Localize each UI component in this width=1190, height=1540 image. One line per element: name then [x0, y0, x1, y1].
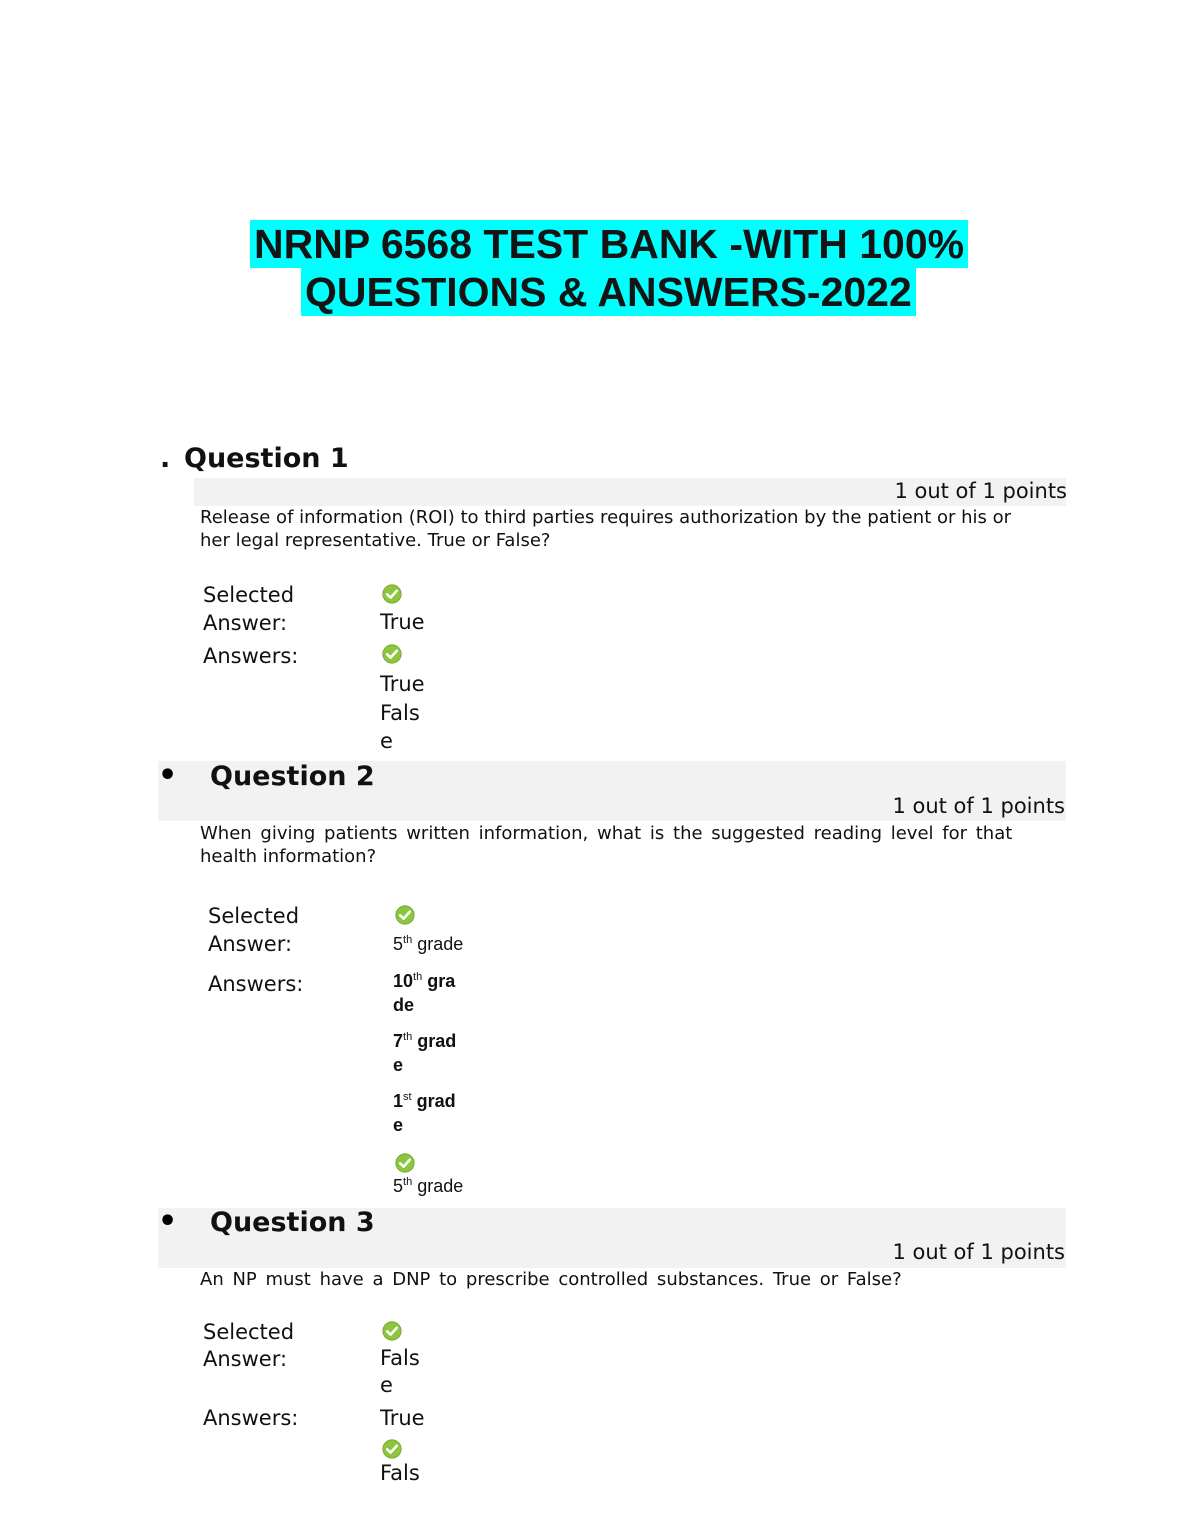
answer-option: True [380, 672, 425, 696]
check-circle-icon [382, 584, 402, 604]
selected-answer-value-wrap: e [380, 1373, 393, 1397]
question-heading: Question 2 [210, 761, 375, 792]
question-text-line-1: When giving patients written information, what is the suggested reading level for that [200, 823, 1013, 844]
points-score: 1 out of 1 points [892, 1240, 1065, 1264]
answer-option-wrap: e [393, 1115, 404, 1135]
question-bullet: • [158, 758, 178, 793]
question-text-line-2: health information? [200, 846, 377, 867]
question-text-line-2: her legal representative. True or False? [200, 530, 551, 551]
answers-label: Answers: [203, 644, 299, 668]
answer-option: Fals [380, 1461, 420, 1485]
selected-answer-value: Fals [380, 1346, 420, 1370]
points-score: 1 out of 1 points [892, 794, 1065, 818]
selected-answer-label: Answer: [203, 1347, 288, 1371]
document-title-line-2: QUESTIONS & ANSWERS-2022 [301, 268, 916, 316]
answer-option: True [380, 1406, 425, 1430]
selected-answer-label: Answer: [208, 932, 293, 956]
selected-answer-label: Answer: [203, 611, 288, 635]
check-circle-icon [382, 1439, 402, 1459]
answer-option: e [380, 729, 393, 753]
points-score: 1 out of 1 points [894, 479, 1067, 503]
question-text-line-1: An NP must have a DNP to prescribe controlled substances. True or False? [200, 1269, 902, 1290]
question-text-line-1: Release of information (ROI) to third parties requires authorization by the patient or his or [200, 507, 1012, 528]
selected-answer-label: Selected [208, 904, 300, 928]
selected-answer-value: True [380, 610, 425, 634]
question-heading: Question 3 [210, 1207, 375, 1238]
selected-answer-label: Selected [203, 1320, 295, 1344]
answer-option-wrap: de [393, 995, 415, 1015]
answer-option: 1st grad [393, 1091, 456, 1111]
selected-answer-label: Selected [203, 583, 295, 607]
answer-option: 5th grade [393, 1176, 464, 1196]
check-circle-icon [382, 644, 402, 664]
answers-label: Answers: [208, 972, 304, 996]
question-heading: Question 1 [184, 443, 349, 474]
check-circle-icon [395, 905, 415, 925]
answer-option: 10th gra [393, 971, 456, 991]
question-bullet: . [160, 443, 171, 474]
selected-answer-value: 5th grade [393, 934, 464, 954]
answers-label: Answers: [203, 1406, 299, 1430]
answer-option: 7th grad [393, 1031, 457, 1051]
check-circle-icon [395, 1153, 415, 1173]
check-circle-icon [382, 1321, 402, 1341]
answer-option: Fals [380, 701, 420, 725]
answer-option-wrap: e [393, 1055, 404, 1075]
document-title-line-1: NRNP 6568 TEST BANK -WITH 100% [250, 220, 968, 268]
question-bullet: • [158, 1204, 178, 1239]
